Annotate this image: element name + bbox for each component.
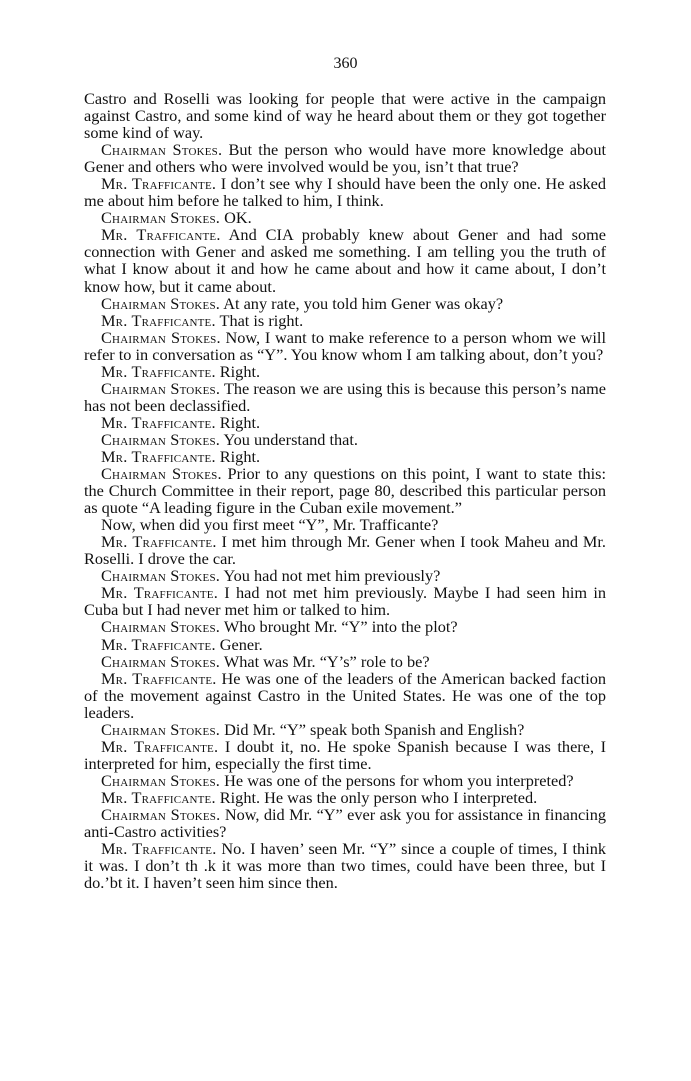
paragraph-text: And CIA probably knew about Gener and had some connection with Gener and asked me something. I am telling you the truth of what I know about it and how he came about and how it came about, I don’t know how, but it came about. — [84, 225, 606, 296]
paragraph-text: Castro and Roselli was looking for people that were active in the campaign against Castro, and some kind of way he heard about them or they got together some kind of way. — [84, 89, 606, 143]
speaker-label: Mr. Trafficante. — [101, 310, 216, 330]
paragraph-text: What was Mr. “Y’s” role to be? — [223, 651, 430, 671]
speaker-label: Chairman Stokes. — [101, 378, 221, 398]
speaker-label: Chairman Stokes. — [101, 208, 221, 228]
speaker-label: Chairman Stokes. — [101, 464, 222, 484]
speaker-label: Chairman Stokes. — [101, 651, 221, 671]
speaker-label: Chairman Stokes. — [101, 429, 221, 449]
paragraph-text: He was one of the persons for whom you interpreted? — [224, 770, 574, 790]
speaker-label: Mr. Trafficante. — [101, 361, 216, 381]
paragraph-text: I don’t see why I should have been the only one. He asked me about him before he talked to him, I think. — [84, 174, 607, 211]
transcript-paragraph — [84, 721, 606, 738]
speaker-label: Mr. Trafficante. — [101, 736, 219, 756]
transcript-paragraph — [84, 584, 606, 618]
paragraph-text: I met him through Mr. Gener when I took Maheu and Mr. Roselli. I drove the car. — [84, 532, 606, 569]
transcript-paragraph — [84, 312, 606, 329]
transcript-paragraph — [84, 175, 606, 209]
transcript-paragraph — [84, 738, 606, 772]
paragraph-text: Right. — [219, 412, 261, 432]
paragraph-text: He was one of the leaders of the American backed faction of the movement against Castro in the United States. He was one of the top leaders. — [84, 668, 606, 722]
transcript-body — [84, 90, 606, 891]
paragraph-text: Right. — [219, 361, 261, 381]
paragraph-text: But the person who would have more knowledge about Gener and others who were involved would be you, isn’t that true? — [84, 140, 606, 177]
speaker-label: Mr. Trafficante. — [101, 225, 221, 245]
speaker-label: Mr. Trafficante. — [101, 634, 216, 654]
speaker-label: Chairman Stokes. — [101, 293, 221, 313]
speaker-label: Mr. Trafficante. — [101, 412, 216, 432]
paragraph-text: You understand that. — [223, 429, 359, 449]
transcript-paragraph — [84, 636, 606, 653]
speaker-label: Mr. Trafficante. — [101, 787, 216, 807]
paragraph-text: That is right. — [219, 310, 304, 330]
speaker-label: Mr. Trafficante. — [101, 583, 218, 603]
transcript-paragraph — [84, 840, 606, 891]
paragraph-text: Gener. — [219, 634, 263, 654]
transcript-paragraph — [84, 533, 606, 567]
transcript-paragraph — [84, 226, 606, 294]
speaker-label: Mr. Trafficante. — [101, 839, 217, 859]
paragraph-text: Now, did Mr. “Y” ever ask you for assistance in financing anti-Castro activities? — [84, 804, 606, 842]
speaker-label: Mr. Trafficante. — [101, 532, 217, 552]
paragraph-text: No. I haven’ seen Mr. “Y” since a couple of times, I think it was. I don’t th .k it was more than two times, could have been three, but I do.’bt it. I haven’t seen him since then. — [84, 839, 607, 893]
speaker-label: Chairman Stokes. — [101, 770, 221, 790]
transcript-paragraph — [84, 295, 606, 312]
transcript-paragraph — [84, 772, 606, 789]
transcript-paragraph — [84, 90, 606, 141]
transcript-paragraph — [84, 806, 606, 840]
speaker-label: Chairman Stokes. — [101, 804, 221, 824]
paragraph-text: Who brought Mr. “Y” into the plot? — [223, 617, 458, 637]
transcript-paragraph — [84, 380, 606, 414]
transcript-paragraph — [84, 516, 606, 533]
paragraph-text: Now, I want to make reference to a person whom we will refer to in conversation as “Y”. You know whom I am talking about, don’t you? — [84, 327, 606, 364]
speaker-label: Mr. Trafficante. — [101, 174, 217, 194]
paragraph-text: OK. — [224, 208, 252, 228]
paragraph-text: I had not met him previously. Maybe I had seen him in Cuba but I had never met him or talked to him. — [84, 583, 606, 620]
transcript-paragraph — [84, 363, 606, 380]
speaker-label: Mr. Trafficante. — [101, 668, 217, 688]
speaker-label: Chairman Stokes. — [101, 719, 221, 739]
transcript-paragraph — [84, 141, 606, 175]
paragraph-text: The reason we are using this is because this person’s name has not been declassified. — [84, 378, 606, 415]
paragraph-text: Right. — [219, 446, 261, 466]
transcript-paragraph — [84, 448, 606, 465]
transcript-paragraph — [84, 431, 606, 448]
transcript-paragraph — [84, 329, 606, 363]
paragraph-text: Prior to any questions on this point, I want to state this: the Church Committee in their report, page 80, described this particular person as quote “A leading figure in the Cuban exile movement.” — [84, 464, 607, 518]
transcript-paragraph — [84, 414, 606, 431]
paragraph-text: Did Mr. “Y” speak both Spanish and English? — [224, 719, 525, 739]
transcript-paragraph — [84, 670, 606, 721]
speaker-label: Chairman Stokes. — [101, 617, 221, 637]
paragraph-text: You had not met him previously? — [223, 566, 441, 586]
paragraph-text: Now, when did you first meet “Y”, Mr. Trafficante? — [101, 515, 439, 535]
transcript-paragraph — [84, 567, 606, 584]
transcript-paragraph — [84, 618, 606, 635]
page-number: 360 — [333, 55, 358, 72]
transcript-paragraph — [84, 465, 606, 516]
speaker-label: Chairman Stokes. — [101, 327, 221, 347]
transcript-paragraph — [84, 209, 606, 226]
paragraph-text: Right. He was the only person who I interpreted. — [219, 787, 538, 807]
paragraph-text: I doubt it, no. He spoke Spanish because I was there, I interpreted for him, especially the first time. — [84, 736, 607, 773]
transcript-paragraph — [84, 789, 606, 806]
speaker-label: Mr. Trafficante. — [101, 446, 216, 466]
paragraph-text: At any rate, you told him Gener was okay? — [223, 293, 504, 313]
speaker-label: Chairman Stokes. — [101, 140, 223, 160]
transcript-paragraph — [84, 653, 606, 670]
speaker-label: Chairman Stokes. — [101, 566, 221, 586]
